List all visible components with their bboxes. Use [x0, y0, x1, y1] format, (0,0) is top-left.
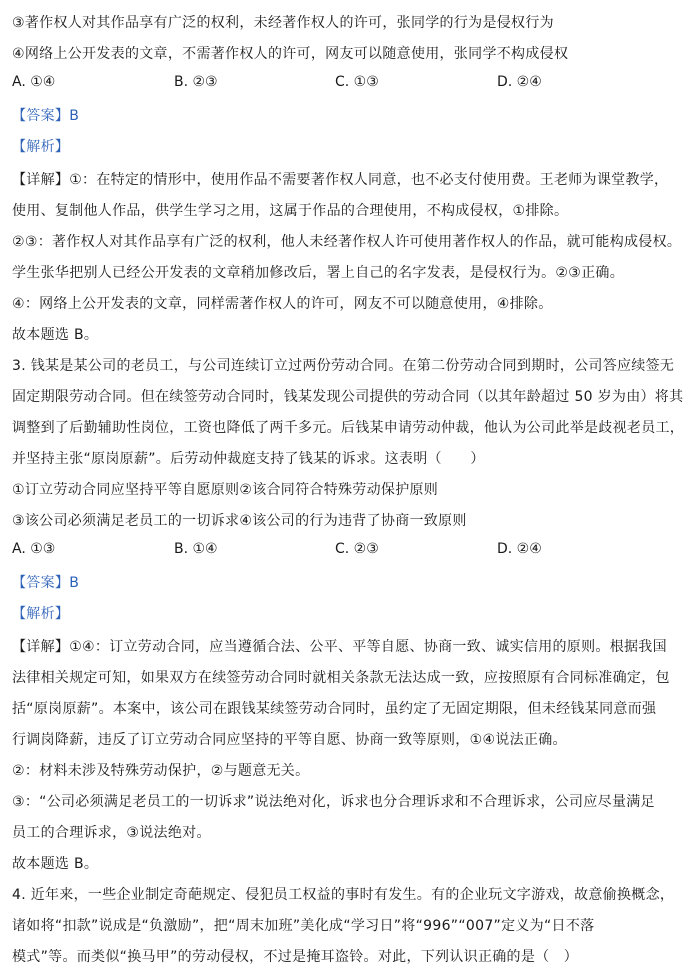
q3-option-b: B. ①④ [174, 541, 218, 557]
q3-answer: 【答案】B [12, 575, 80, 591]
q3-conclusion: 故本题选 B。 [12, 856, 99, 872]
q3-options [12, 541, 682, 561]
q3-option-d: D. ②④ [497, 541, 542, 557]
q2-answer: 【答案】B [12, 108, 80, 124]
q3-statements-1-2: ①订立劳动合同应坚持平等自愿原则②该合同符合特殊劳动保护原则 [12, 482, 439, 498]
q4-stem-line: 诸如将“扣款”说成是“负激励”，把“周末加班”美化成“学习日”将“996”“007”定义为“日不落 [12, 918, 595, 934]
q2-option-c: C. ①③ [335, 74, 379, 90]
q2-detail-line: ②③：著作权人对其作品享有广泛的权利，他人未经著作权人许可使用著作权人的作品，就可能构成侵权。 [12, 234, 682, 250]
q3-option-c: C. ②③ [335, 541, 379, 557]
q2-options [12, 74, 682, 94]
q2-option-b: B. ②③ [174, 74, 218, 90]
q2-conclusion: 故本题选 B。 [12, 327, 99, 343]
q3-detail-line: 行调岗降薪，违反了订立劳动合同应坚持的平等自愿、协商一致等原则，①④说法正确。 [12, 732, 567, 748]
q3-stem-line: 3. 钱某是某公司的老员工，与公司连续订立过两份劳动合同。在第二份劳动合同到期时，公司答应续签无 [12, 358, 675, 374]
q3-detail-line: 法律相关规定可知，如果双方在续签劳动合同时就相关条款无法达成一致，应按照原有合同标准确定，包 [12, 670, 670, 686]
q2-detail-line: ④：网络上公开发表的文章，同样需著作权人的许可，网友不可以随意使用，④排除。 [12, 296, 553, 312]
q3-analysis-heading: 【解析】 [12, 606, 70, 622]
q3-detail-line: 【详解】①④：订立劳动合同，应当遵循合法、公平、平等自愿、协商一致、诚实信用的原则。根据我国 [12, 639, 667, 655]
q3-stem-line: 并坚持主张“原岗原薪”。后劳动仲裁庭支持了钱某的诉求。这表明（ ） [12, 451, 485, 467]
q2-detail-line: 【详解】①：在特定的情形中，使用作品不需要著作权人同意，也不必支付使用费。王老师为课堂教学， [12, 172, 669, 188]
q3-statements-3-4: ③该公司必须满足老员工的一切诉求④该公司的行为违背了协商一致原则 [12, 513, 467, 529]
q3-detail-line: 员工的合理诉求，③说法绝对。 [12, 825, 211, 841]
q4-stem-line: 4. 近年来，一些企业制定奇葩规定、侵犯员工权益的事时有发生。有的企业玩文字游戏，故意偷换概念， [12, 887, 675, 903]
q3-stem-line: 调整到了后勤辅助性岗位，工资也降低了两千多元。后钱某申请劳动仲裁，他认为公司此举是歧视老员工， [12, 420, 685, 436]
q2-option-d: D. ②④ [497, 74, 542, 90]
q2-detail-line: 学生张华把别人已经公开发表的文章稍加修改后，署上自己的名字发表，是侵权行为。②③正确。 [12, 265, 624, 281]
q3-detail-line: ③：“公司必须满足老员工的一切诉求”说法绝对化，诉求也分合理诉求和不合理诉求，公司应尽量满足 [12, 794, 655, 810]
q2-option-a: A. ①④ [12, 74, 56, 90]
q3-detail-line: ②：材料未涉及特殊劳动保护，②与题意无关。 [12, 763, 310, 779]
q2-detail-line: 使用、复制他人作品，供学生学习之用，这属于作品的合理使用，不构成侵权，①排除。 [12, 203, 569, 219]
q3-stem-line: 固定期限劳动合同。但在续签劳动合同时，钱某发现公司提供的劳动合同（以其年龄超过 50 岁为由）将其 [12, 389, 684, 405]
q2-statement-3: ③著作权人对其作品享有广泛的权利，未经著作权人的许可，张同学的行为是侵权行为 [12, 15, 554, 31]
q3-detail-line: 括“原岗原薪”。本案中，该公司在跟钱某续签劳动合同时，虽约定了无固定期限，但未经钱某同意而强 [12, 701, 657, 717]
q2-statement-4: ④网络上公开发表的文章，不需著作权人的许可，网友可以随意使用，张同学不构成侵权 [12, 46, 569, 62]
q2-analysis-heading: 【解析】 [12, 139, 70, 155]
q4-stem-line: 模式”等。而类似“换马甲”的劳动侵权，不过是掩耳盗铃。对此，下列认识正确的是（ ） [12, 949, 579, 965]
q3-option-a: A. ①③ [12, 541, 56, 557]
